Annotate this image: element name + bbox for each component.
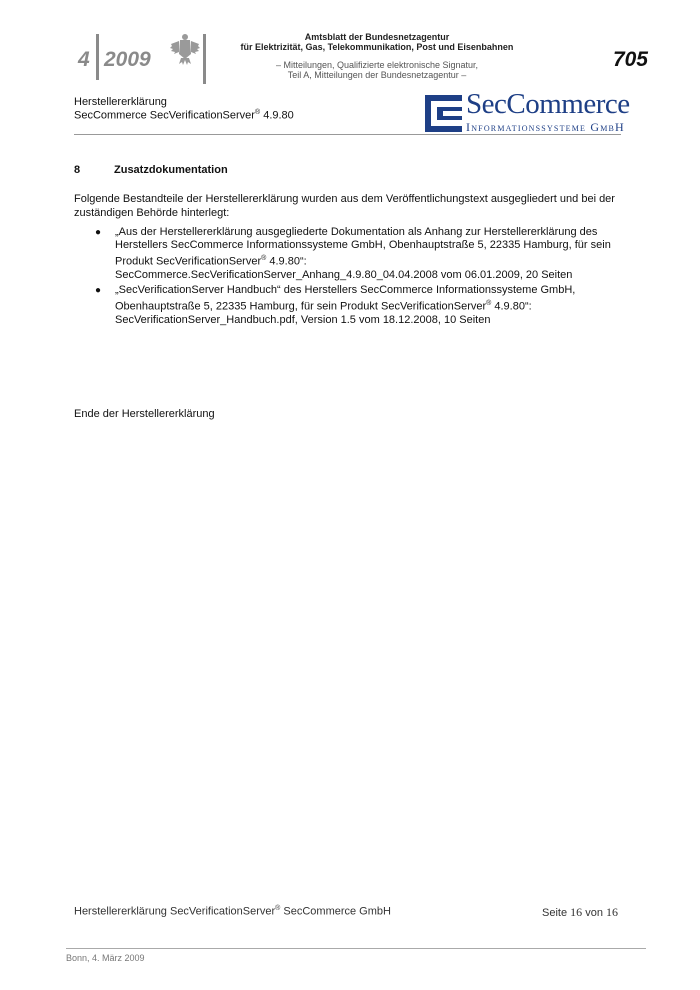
journal-page-number: 705 <box>612 48 648 71</box>
section-title: Zusatzdokumentation <box>114 164 228 176</box>
issue-divider <box>96 34 99 80</box>
bullet-icon: ● <box>95 227 102 238</box>
eagle-divider <box>203 34 206 84</box>
journal-title-line1: Amtsblatt der Bundesnetzagentur <box>304 32 450 42</box>
doc-header-line1: Herstellererklärung <box>74 96 167 108</box>
doc-header-line2: SecCommerce SecVerificationServer® 4.9.80 <box>74 109 294 122</box>
journal-subtitle-line2: Teil A, Mitteilungen der Bundesnetzagentur – <box>287 70 467 80</box>
issue-number: 4 <box>78 48 90 71</box>
footer-page-info: Seite 16 von 16 <box>542 905 619 919</box>
intro-paragraph: Folgende Bestandteile der Herstellererklärung wurden aus dem Veröffentlichungstext ausgegliedert und bei der zuständigen Behörde hinterlegt: <box>74 193 615 219</box>
list-item: „SecVerificationServer Handbuch“ des Herstellers SecCommerce Informationssysteme GmbH, Obenhauptstraße 5, 22335 Hamburg, für sein Produkt SecVerificationServer® 4.9.80“: SecVerificationServer_Handbuch.pdf, Version 1.5 vom 18.12.2008, 10 Seiten <box>115 284 576 326</box>
logo-subtitle: Informationssysteme GmbH <box>466 120 625 134</box>
header-rule <box>74 134 621 135</box>
list-item: „Aus der Herstellererklärung ausgegliederte Dokumentation als Anhang zur Herstellererklärung des Herstellers SecCommerce Informationssysteme GmbH, Obenhauptstraße 5, 22335 Hamburg, für sein Produkt SecVerificationServer® 4.9.80“: SecCommerce.SecVerificationServer_Anhang_4.9.80_04.04.2008 vom 06.01.2009, 20 Seiten <box>115 226 611 281</box>
logo-name: SecCommerce <box>466 88 630 120</box>
journal-subtitle-line1: – Mitteilungen, Qualifizierte elektronische Signatur, <box>275 60 479 70</box>
publication-date: Bonn, 4. März 2009 <box>66 953 145 963</box>
section-number: 8 <box>74 164 81 176</box>
bullet-icon: ● <box>95 285 102 296</box>
footer-rule <box>66 948 646 949</box>
federal-eagle-icon <box>170 32 200 66</box>
footer-title: Herstellererklärung SecVerificationServer® SecCommerce GmbH <box>74 905 391 918</box>
seccommerce-logo-icon <box>425 95 462 132</box>
issue-year: 2009 <box>104 48 151 71</box>
journal-title-line2: für Elektrizität, Gas, Telekommunikation, Post und Eisenbahnen <box>240 42 514 52</box>
closing-text: Ende der Herstellererklärung <box>74 408 215 420</box>
